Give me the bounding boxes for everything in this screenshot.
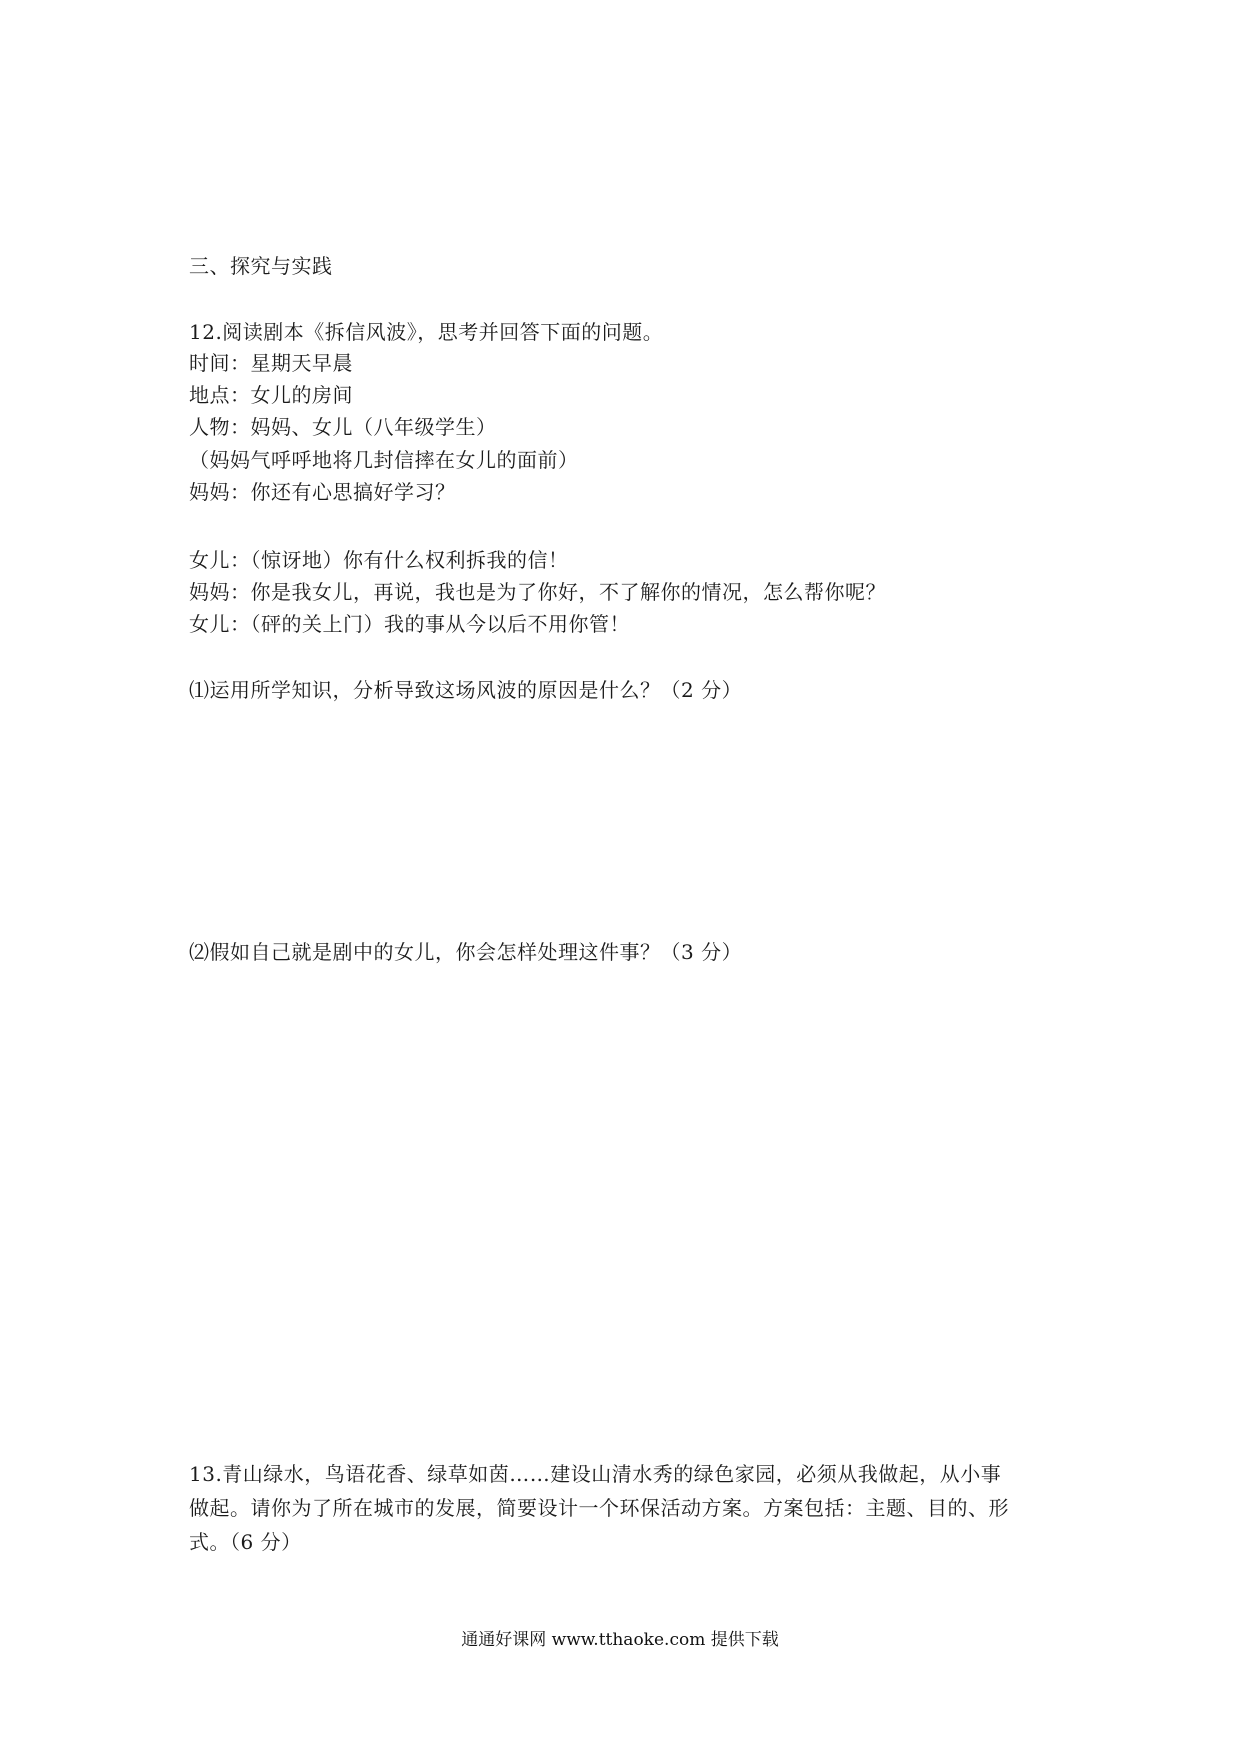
- q12-subquestion-1: ⑴运用所学知识，分析导致这场风波的原因是什么？（2 分）: [189, 678, 743, 702]
- q13-text-line: 13.青山绿水，鸟语花香、绿草如茵……建设山清水秀的绿色家园，必须从我做起，从小事: [189, 1462, 1002, 1486]
- q12-intro: 12.阅读剧本《拆信风波》，思考并回答下面的问题。: [189, 320, 664, 344]
- q12-place: 地点：女儿的房间: [189, 383, 353, 407]
- q13-text-line: 做起。请你为了所在城市的发展，简要设计一个环保活动方案。方案包括：主题、目的、形: [189, 1496, 1009, 1520]
- q12-stage-direction: （妈妈气呼呼地将几封信摔在女儿的面前）: [189, 448, 579, 472]
- q12-characters: 人物：妈妈、女儿（八年级学生）: [189, 415, 497, 439]
- q12-dialogue-line: 女儿：（惊讶地）你有什么权利拆我的信！: [189, 548, 569, 572]
- q12-dialogue-line: 女儿：（砰的关上门）我的事从今以后不用你管！: [189, 612, 630, 636]
- q12-subquestion-2: ⑵假如自己就是剧中的女儿，你会怎样处理这件事？（3 分）: [189, 940, 743, 964]
- q13-text-line: 式。（6 分）: [189, 1530, 302, 1554]
- q12-dialogue-line: 妈妈：你还有心思搞好学习？: [189, 480, 456, 504]
- q12-time: 时间：星期天早晨: [189, 351, 353, 375]
- footer-credit: 通通好课网 www.tthaoke.com 提供下载: [461, 1630, 779, 1650]
- q12-dialogue-line: 妈妈：你是我女儿，再说，我也是为了你好，不了解你的情况，怎么帮你呢？: [189, 580, 886, 604]
- section-heading: 三、探究与实践: [189, 254, 333, 278]
